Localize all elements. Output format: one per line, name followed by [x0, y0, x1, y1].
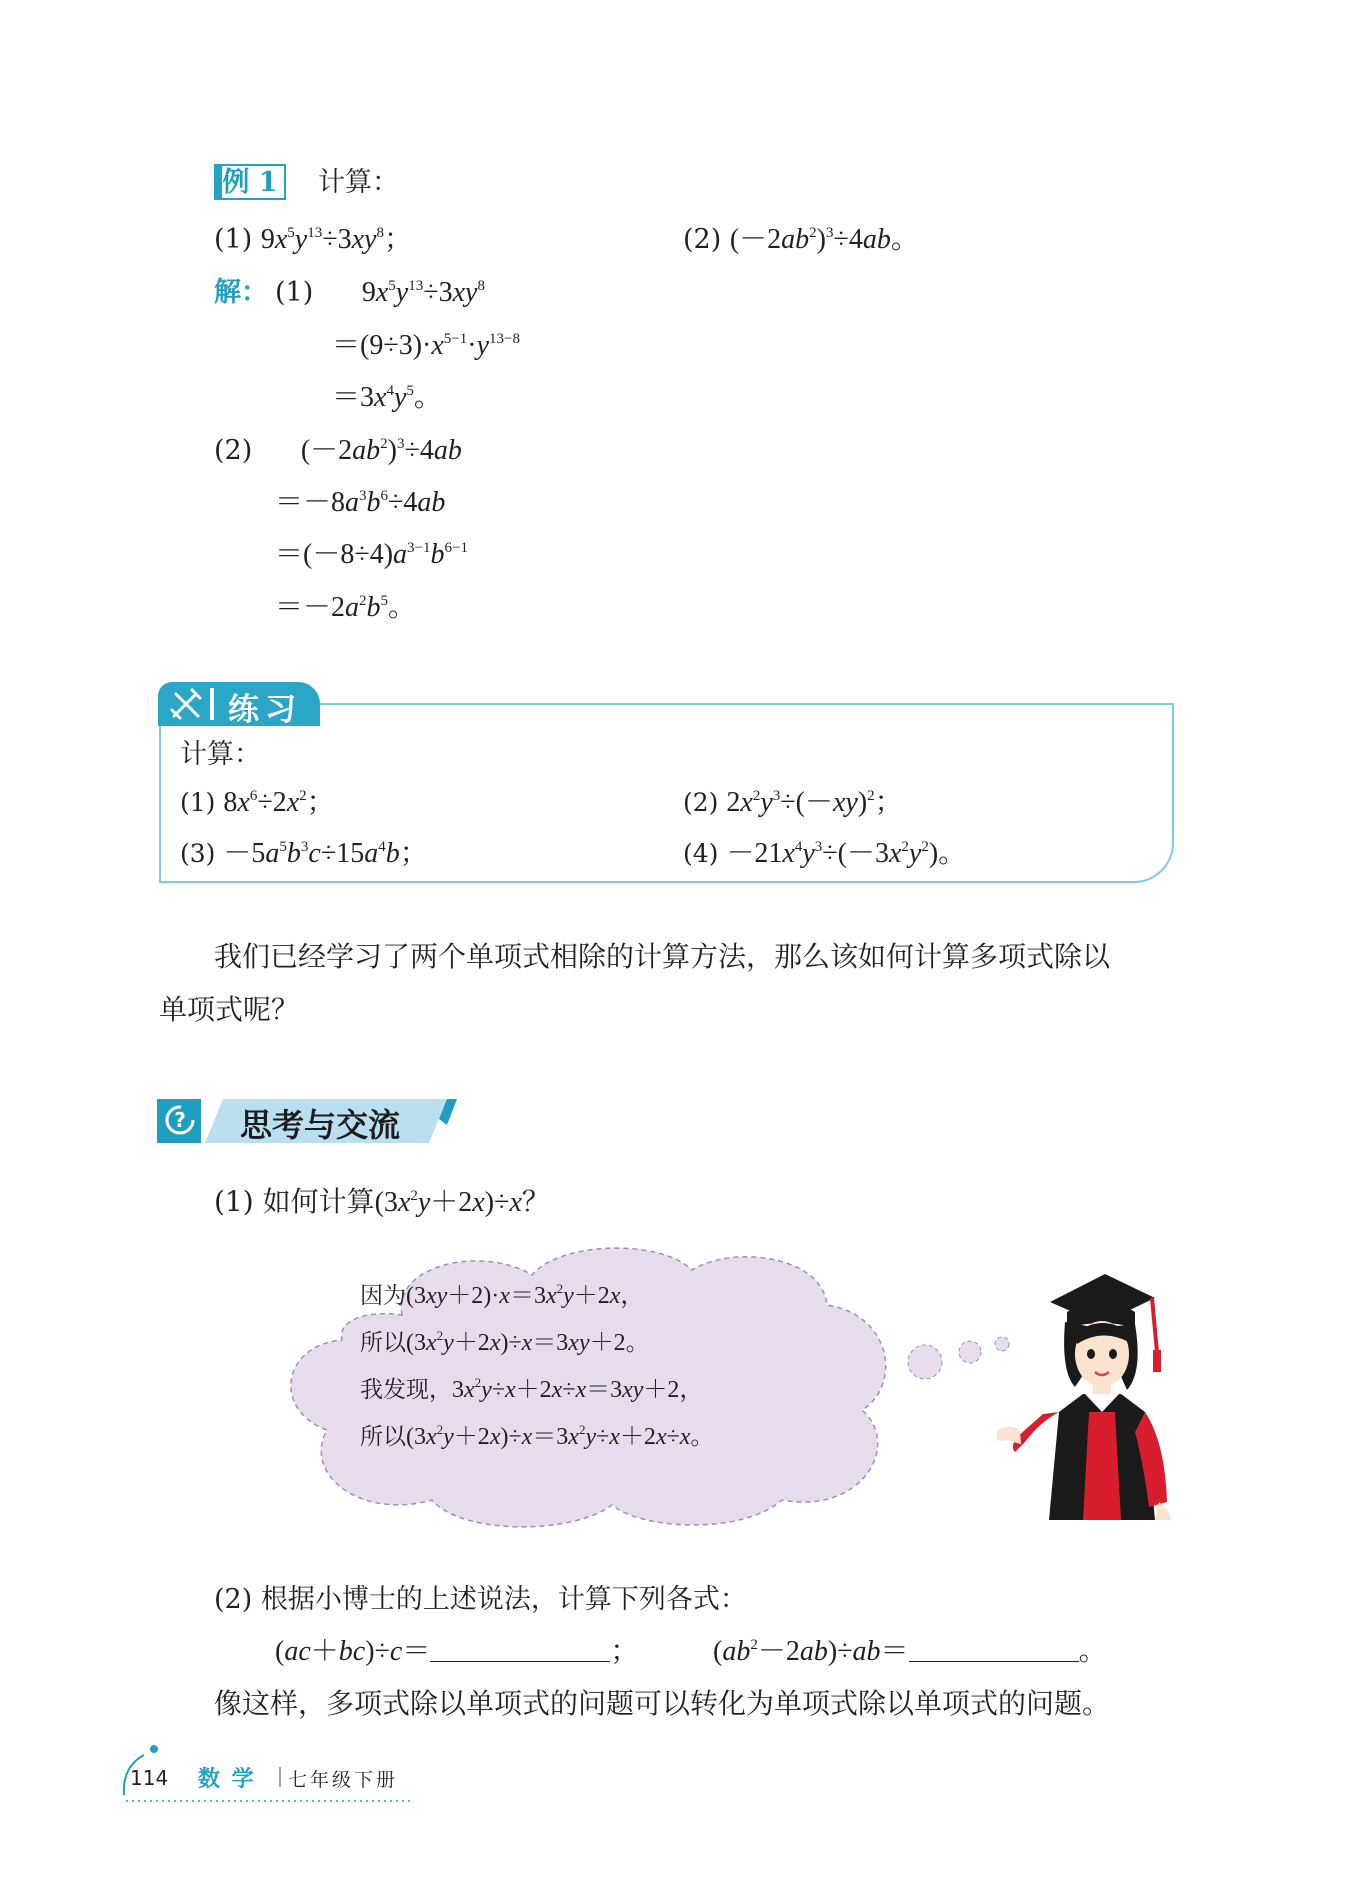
conclusion-text: 像这样，多项式除以单项式的问题可以转化为单项式除以单项式的问题。 [214, 1687, 1111, 1720]
cloud-line-1: 因为$(3xy+2)\cdot x=3x^2y+2x$， [360, 1281, 645, 1309]
practice-title: 计算： [180, 739, 261, 770]
answer-blank-2[interactable] [909, 1635, 1079, 1662]
example-badge: 例 1 [214, 164, 286, 200]
footer-grade: 七年级下册 [288, 1769, 399, 1791]
page-number: 114 [130, 1766, 169, 1790]
practice-problem-3: $(3) -5a^5b^3c\div 15a^4b$； [180, 838, 428, 869]
question-cycle-icon [161, 1101, 199, 1139]
cloud-line-3: 我发现，$3x^2y\div x+2x\div x=3xy+2$， [360, 1375, 704, 1403]
solution-1-line-3: $=3x^4y^5$。 [332, 382, 442, 413]
solution-2-line-1: (2) $(-2ab^2)^3\div 4ab$ [214, 435, 462, 466]
think-question-2: (2) 根据小博士的上述说法，计算下列各式： [214, 1584, 747, 1615]
solution-2-line-3: $=(-8\div 4)a^{3-1}b^{6-1}$ [275, 539, 468, 570]
paragraph-line-2: 单项式呢？ [159, 993, 300, 1026]
cloud-line-2: 所以$(3x^2y+2x)\div x=3xy+2$。 [360, 1328, 650, 1356]
svg-text:?: ? [174, 1108, 186, 1132]
think-question-1: (1) 如何计算$(3x^2y+2x)\div x$？ [214, 1185, 550, 1218]
exercise-2: $(ab^2-2ab)\div ab=$ 。 [713, 1636, 1107, 1667]
cloud-line-4: 所以$(3x^2y+2x)\div x=3x^2y\div x+2x\div x$。 [360, 1422, 715, 1450]
example-problem-1: (1) $9x^5y^{13}\div 3xy^8$； [214, 224, 412, 255]
example-problem-2: (2) $(-2ab^2)^3\div 4ab$。 [683, 224, 919, 255]
footer-subject: 数 学 [198, 1766, 256, 1792]
ruler-pencil-icon [166, 684, 206, 724]
solution-label: 解： [214, 277, 268, 308]
practice-tab [158, 682, 320, 726]
solution-1-line-2: $=(9\div 3)\cdot x^{5-1}\cdot y^{13-8}$ [332, 330, 520, 361]
practice-problem-2: (2) $2x^2y^3\div(-xy)^2$； [683, 787, 903, 818]
solution-2-line-4: $=-2a^2b^5$。 [275, 592, 417, 623]
little-doctor-illustration [995, 1262, 1175, 1520]
answer-blank-1[interactable] [430, 1635, 610, 1662]
practice-tab-label: 练习 [228, 692, 302, 728]
solution-2-line-2: $=-8a^3b^6\div 4ab$ [275, 487, 446, 518]
exercise-1: (ac＋bc)÷c＝ ； [275, 1636, 639, 1667]
practice-problem-1: (1) $8x^6\div 2x^2$； [180, 787, 335, 818]
think-title: 思考与交流 [240, 1106, 401, 1144]
solution-1-line-1: (1) $9x^5y^{13}\div 3xy^8$ [275, 277, 485, 308]
paragraph-line-1: 我们已经学习了两个单项式相除的计算方法，那么该如何计算多项式除以 [214, 940, 1111, 973]
practice-problem-4: $(4) -21x^4y^3\div(-3x^2y^2)$。 [683, 838, 967, 869]
example-title: 计算： [318, 167, 399, 198]
